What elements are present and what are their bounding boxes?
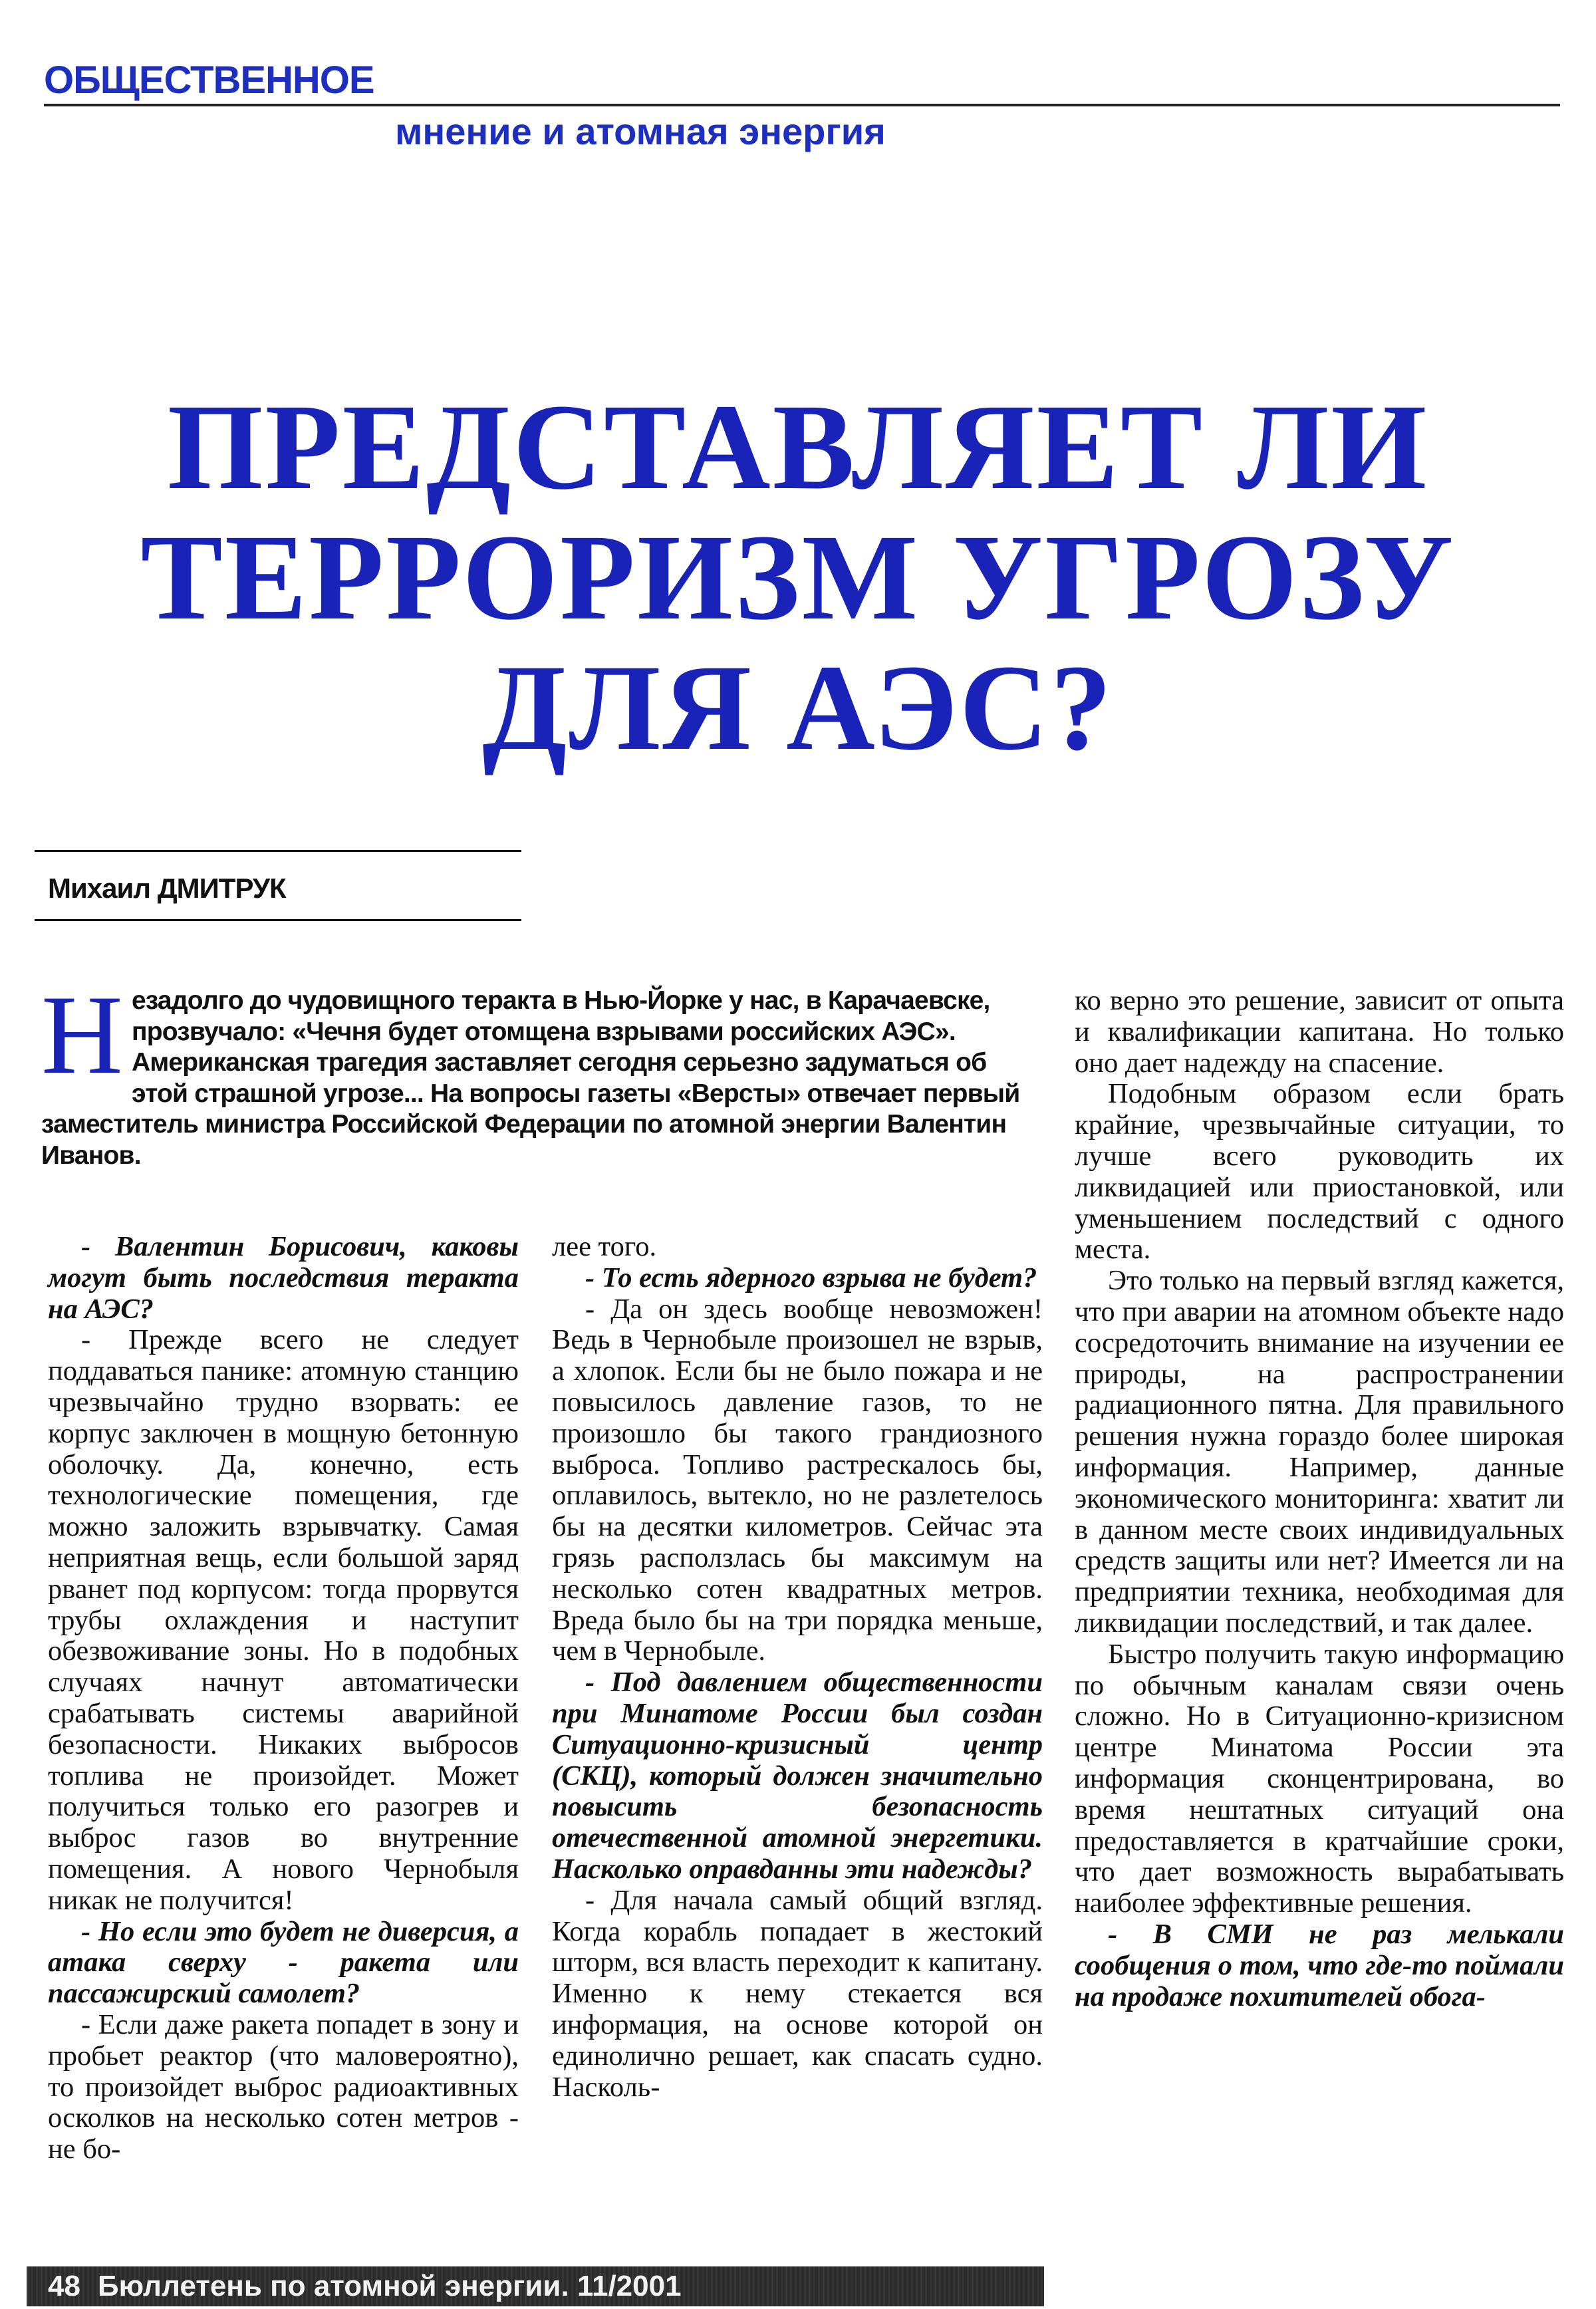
rubric-title: ОБЩЕСТВЕННОЕ (44, 59, 374, 102)
headline-line-3: ДЛЯ АЭС? (482, 640, 1114, 776)
lead-text: езадолго до чудовищного теракта в Нью-Йорке у нас, в Карачаевске, прозвучало: «Чечня будет отомщена взрывами российских АЭС». Американская трагедия заставляет сегодня серьезно задуматься об этой страшной угрозе... На вопросы газеты «Версты» отвечает первый заместитель министра Российской Федерации по атомной энергии Валентин Иванов. (41, 986, 1020, 1170)
author-rule-bottom (35, 919, 521, 921)
interview-question: - Но если это будет не диверсия, а атака сверху - ракета или пассажирский самолет? (48, 1915, 519, 2010)
interview-question: - В СМИ не раз мелькали сообщения о том, что где-то поймали на продаже похитителей обога- (1075, 1918, 1564, 2012)
rubric-subtitle: мнение и атомная энергия (395, 110, 886, 152)
interview-answer: Подобным образом если брать крайние, чрезвычайные ситуации, то лучше всего руководить их ликвидацией или приостановкой, или уменьшением последствий с одного места. (1075, 1078, 1564, 1266)
interview-answer: - Да он здесь вообще невозможен! Ведь в Чернобыле произошел не взрыв, а хлопок. Если бы не было пожара и не повысилось давление газов, то не произошло бы такого грандиозного выброса. Топливо растрескалось бы, оплавилось, вытекло, но не разлетелось бы на десятки километров. Сейчас эта грязь расползлась бы максимум на несколько сотен квадратных метров. Вреда было бы на три порядка меньше, чем в Чернобыле. (552, 1293, 1043, 1667)
footer-text (48, 2270, 682, 2303)
drop-cap: Н (41, 972, 122, 1097)
interview-question: - То есть ядерного взрыва не будет? (585, 1262, 1037, 1293)
interview-answer-continued: лее того. (552, 1231, 657, 1262)
interview-answer: - Прежде всего не следует поддаваться панике: атомную станцию чрезвычайно трудно взорвать: ее корпус заключен в мощную бетонную оболочку. Да, конечно, есть технологические помещения, где можно заложить взрывчатку. Самая неприятная вещь, если большой заряд рванет под корпусом: тогда прорвутся трубы охлаждения и наступит обезвоживание зоны. Но в подобных случаях начнут автоматически срабатывать системы аварийной безопасности. Никаких выбросов топлива не произойдет. Может получиться только его разогрев и выброс газов во внутренние помещения. А нового Чернобыля никак не получится! (48, 1324, 519, 1916)
interview-answer: Быстро получить такую информацию по обычным каналам связи очень сложно. Но в Ситуационно-кризисном центре Минатома России эта информация сконцентрирована, во время нештатных ситуаций она предоставляется в кратчайшие сроки, что дает возможность вырабатывать наиболее эффективные решения. (1075, 1638, 1564, 1919)
interview-answer: Это только на первый взгляд кажется, что при аварии на атомном объекте надо сосредоточить внимание на изучении ее природы, на распространении радиационного пятна. Для правильного решения нужна гораздо более широкая информация. Например, данные экономического мониторинга: хватит ли в данном месте своих индивидуальных средств защиты или нет? Имеется ли на предприятии техника, необходимая для ликвидации последствий, и так далее. (1075, 1265, 1564, 1639)
interview-question: - Валентин Борисович, каковы могут быть последствия теракта на АЭС? (48, 1231, 519, 1325)
interview-question: - Под давлением общественности при Минатоме России был создан Ситуационно-кризисный центр (СКЦ), который должен значительно повысить безопасность отечественной атомной энергетики. Насколько оправданны эти надежды? (552, 1667, 1043, 1885)
article-lead (41, 972, 1025, 1171)
headline-line-1: ПРЕДСТАВЛЯЕТ ЛИ (167, 379, 1429, 515)
text-column-2 (552, 1232, 1043, 2103)
interview-answer: - Для начала самый общий взгляд. Когда корабль попадает в жестокий шторм, вся власть переходит к капитану. Именно к нему стекается вся информация, на основе которой он единолично решает, как спасать судно. Насколь- (552, 1884, 1043, 2103)
rubric-divider (44, 104, 1560, 106)
interview-answer-continued: ко верно это решение, зависит от опыта и квалификации капитана. Но только оно дает надежду на спасение. (1075, 985, 1564, 1079)
author-rule-top (35, 850, 521, 852)
publication-name: Бюллетень по атомной энергии. 11/2001 (97, 2270, 682, 2302)
author-byline: Михаил ДМИТРУК (48, 873, 286, 904)
text-column-3 (1075, 986, 1564, 2012)
interview-answer: - Если даже ракета попадет в зону и пробьет реактор (что маловероятно), то произойдет выброс радиоактивных осколков на несколько сотен метров - не бо- (48, 2008, 519, 2165)
article-headline (0, 379, 1596, 776)
page-number: 48 (48, 2270, 80, 2302)
text-column-1 (48, 1232, 519, 2165)
headline-line-2: ТЕРРОРИЗМ УГРОЗУ (140, 509, 1456, 646)
